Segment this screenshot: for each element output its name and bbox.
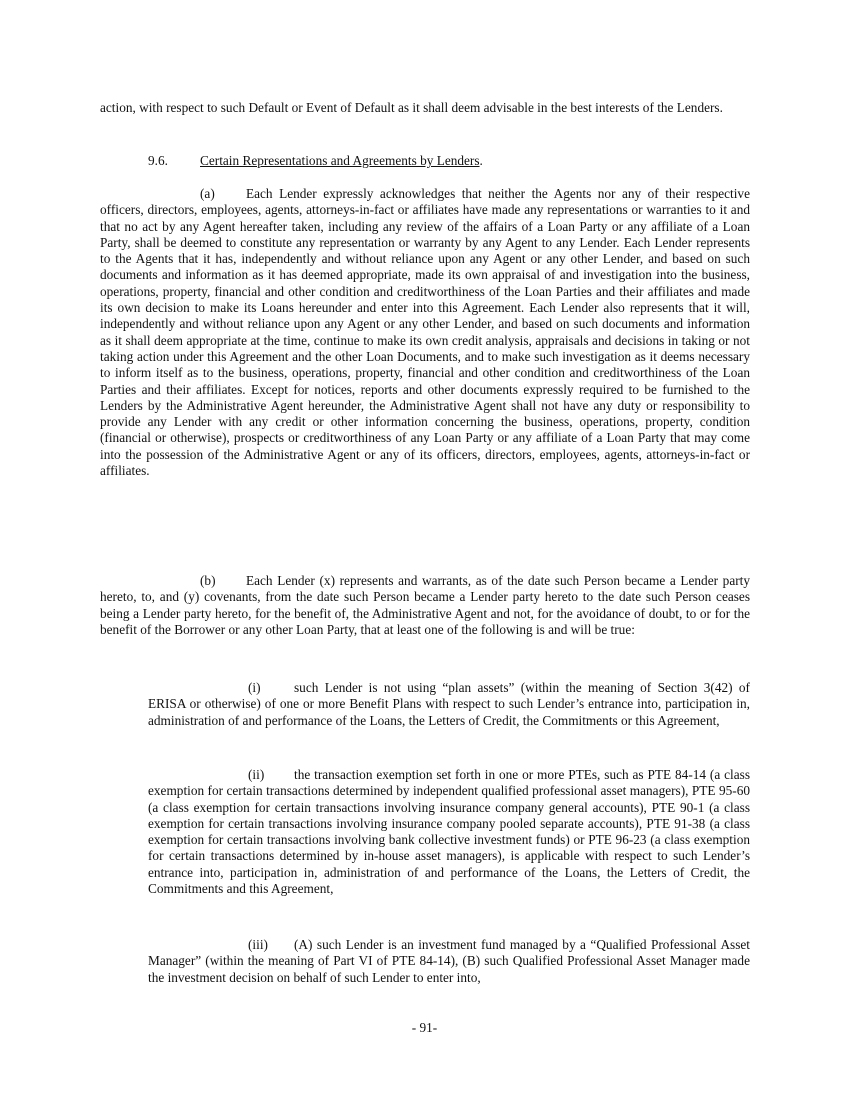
subparagraph-iii-text: (A) such Lender is an investment fund managed by a “Qualified Professional Asset Manager” (within the meaning of Part VI of PTE 84-14), (B) such Qualified Professional Asset Manager made the investment decision on behalf of such Lender to enter into, (148, 937, 750, 985)
paragraph-b-text: Each Lender (x) represents and warrants, as of the date such Person became a Lender party hereto, to, and (y) covenants, from the date such Person became a Lender party hereto to the date such Person ceases being a Lender party hereto, for the benefit of, the Administrative Agent and not, for the avoidance of doubt, to or for the benefit of the Borrower or any other Loan Party, that at least one of the following is and will be true: (100, 573, 750, 637)
subparagraph-ii-text: the transaction exemption set forth in one or more PTEs, such as PTE 84-14 (a class exemption for certain transactions determined by independent qualified professional asset managers), PTE 95-60 (a class exemption for certain transactions involving insurance company general accounts), PTE 90-1 (a class exemption for certain transactions involving insurance company pooled separate accounts), PTE 91-38 (a class exemption for certain transactions involving bank collective investment funds) or PTE 96-23 (a class exemption for certain transactions determined by in-house asset managers), is applicable with respect to such Lender’s entrance into, participation in, administration of and performance of the Loans, the Letters of Credit, the Commitments and this Agreement, (148, 767, 750, 897)
paragraph-a-label: (a) (200, 186, 215, 201)
subparagraph-iii (148, 937, 750, 986)
section-number: 9.6. (148, 153, 168, 168)
subparagraph-i-text: such Lender is not using “plan assets” (within the meaning of Section 3(42) of ERISA or otherwise) of one or more Benefit Plans with respect to such Lender’s entrance into, participation in, administration of and performance of the Loans, the Letters of Credit, the Commitments or this Agreement, (148, 680, 750, 728)
paragraph-a-text: Each Lender expressly acknowledges that neither the Agents nor any of their respective officers, directors, employees, agents, attorneys-in-fact or affiliates have made any representations or warranties to it and that no act by any Agent hereafter taken, including any review of the affairs of a Loan Party or any affiliate of a Loan Party, shall be deemed to constitute any representation or warranty by any Agent to any Lender. Each Lender represents to the Agents that it has, independently and without reliance upon any Agent or any other Lender, and based on such documents and information as it has deemed appropriate, made its own appraisal of and investigation into the business, operations, property, financial and other condition and creditworthiness of the Loan Parties and their affiliates and made its own decision to make its Loans hereunder and enter into this Agreement. Each Lender also represents that it will, independently and without reliance upon any Agent or any other Lender, and based on such documents and information as it shall deem appropriate at the time, continue to make its own credit analysis, appraisals and decisions in taking or not taking action under this Agreement and the other Loan Documents, and to make such investigation as it deems necessary to inform itself as to the business, operations, property, financial and other condition and creditworthiness of the Loan Parties and their affiliates. Except for notices, reports and other documents expressly required to be furnished to the Lenders by the Administrative Agent hereunder, the Administrative Agent shall not have any duty or responsibility to provide any Lender with any credit or other information concerning the business, operations, property, condition (financial or otherwise), prospects or creditworthiness of any Loan Party or any affiliate of a Loan Party that may come into the possession of the Administrative Agent or any of its officers, directors, employees, agents, attorneys-in-fact or affiliates. (100, 186, 750, 479)
paragraph-b-label: (b) (200, 573, 216, 588)
subparagraph-iii-label: (iii) (248, 937, 268, 952)
paragraph-b (100, 573, 750, 638)
subparagraph-ii-label: (ii) (248, 767, 265, 782)
continuation-paragraph (100, 100, 750, 116)
page-number: - 91- (411, 1020, 438, 1035)
section-title: Certain Representations and Agreements by Lenders (200, 153, 480, 168)
continuation-text: action, with respect to such Default or Event of Default as it shall deem advisable in the best interests of the Lenders. (100, 100, 723, 115)
subparagraph-i (148, 680, 750, 729)
subparagraph-ii (148, 767, 750, 897)
section-heading (148, 153, 483, 169)
paragraph-a (100, 186, 750, 479)
section-title-period: . (479, 153, 483, 168)
subparagraph-i-label: (i) (248, 680, 261, 695)
